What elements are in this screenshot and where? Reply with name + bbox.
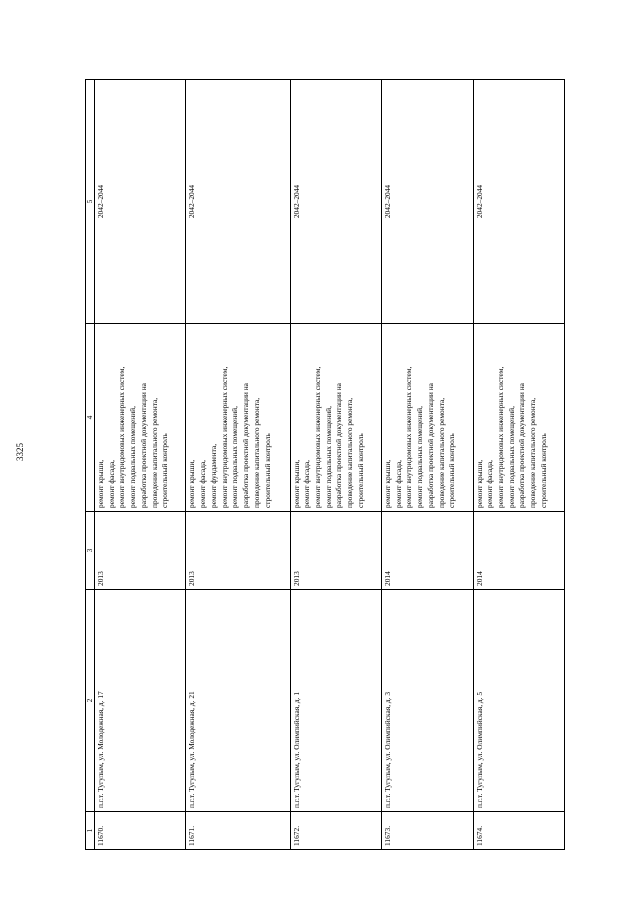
page-number: 3325	[15, 443, 25, 461]
work-item: ремонт фасада,	[302, 460, 312, 508]
work-item: ремонт подвальных помещений,	[506, 406, 516, 508]
work-item: ремонт подвальных помещений,	[230, 406, 240, 508]
col-header-4: 4	[86, 324, 95, 512]
work-item: ремонт фасада,	[198, 460, 208, 508]
row-year: 2014	[382, 512, 473, 590]
work-item: разработка проектной документации на	[334, 383, 344, 508]
table-row	[95, 80, 186, 850]
row-works	[382, 324, 473, 512]
row-number: 11672.	[290, 812, 381, 850]
work-item: ремонт подвальных помещений,	[128, 406, 138, 508]
work-item: проведение капитального ремонта,	[528, 397, 538, 508]
table-row	[382, 80, 473, 850]
header-row	[86, 80, 95, 850]
work-item: строительный контроль	[160, 433, 170, 508]
row-address: п.г.т. Тугулым, ул. Молодежная, д. 21	[186, 590, 290, 812]
work-item: ремонт фасада,	[393, 460, 403, 508]
work-item: проведение капитального ремонта,	[149, 397, 159, 508]
work-item: разработка проектной документации на	[425, 383, 435, 508]
row-period: 2042–2044	[95, 80, 186, 324]
table-row	[186, 80, 290, 850]
row-period: 2042–2044	[382, 80, 473, 324]
col-header-2: 2	[86, 590, 95, 812]
work-item: ремонт внутридомовых инженерных систем,	[495, 366, 505, 508]
work-item: ремонт крыши,	[291, 459, 301, 508]
col-header-1: 1	[86, 812, 95, 850]
work-item: строительный контроль	[262, 433, 272, 508]
work-item: разработка проектной документации на	[241, 383, 251, 508]
work-item: ремонт крыши,	[187, 459, 197, 508]
row-number: 11674.	[473, 812, 565, 850]
col-header-5: 5	[86, 80, 95, 324]
row-address: п.г.т. Тугулым, ул. Олимпийская, д. 5	[473, 590, 565, 812]
work-item: ремонт внутридомовых инженерных систем,	[404, 366, 414, 508]
work-item: проведение капитального ремонта,	[251, 397, 261, 508]
work-item: ремонт внутридомовых инженерных систем,	[117, 366, 127, 508]
col-header-3: 3	[86, 512, 95, 590]
work-item: ремонт крыши,	[383, 459, 393, 508]
row-year: 2014	[473, 512, 565, 590]
work-item: строительный контроль	[538, 433, 548, 508]
work-item: ремонт крыши,	[474, 459, 484, 508]
row-works	[290, 324, 381, 512]
row-year: 2013	[95, 512, 186, 590]
work-item: строительный контроль	[447, 433, 457, 508]
work-item: ремонт крыши,	[96, 459, 105, 508]
table-container	[85, 80, 565, 850]
row-number: 11670.	[95, 812, 186, 850]
row-number: 11671.	[186, 812, 290, 850]
work-item: ремонт фундамента,	[208, 443, 218, 508]
work-item: ремонт подвальных помещений,	[323, 406, 333, 508]
row-period: 2042–2044	[186, 80, 290, 324]
row-address: п.г.т. Тугулым, ул. Олимпийская, д. 3	[382, 590, 473, 812]
row-year: 2013	[186, 512, 290, 590]
work-item: разработка проектной документации на	[138, 383, 148, 508]
row-works	[186, 324, 290, 512]
capital-repair-table	[85, 79, 565, 850]
work-item: ремонт фасада,	[485, 460, 495, 508]
row-address: п.г.т. Тугулым, ул. Олимпийская, д. 1	[290, 590, 381, 812]
work-item: ремонт внутридомовых инженерных систем,	[219, 366, 229, 508]
work-item: проведение капитального ремонта,	[345, 397, 355, 508]
row-year: 2013	[290, 512, 381, 590]
row-works	[95, 324, 186, 512]
work-item: ремонт подвальных помещений,	[415, 406, 425, 508]
table-row	[473, 80, 565, 850]
row-number: 11673.	[382, 812, 473, 850]
work-item: ремонт фасада,	[106, 460, 116, 508]
work-item: ремонт внутридомовых инженерных систем,	[313, 366, 322, 508]
row-period: 2042–2044	[473, 80, 565, 324]
row-address: п.г.т. Тугулым, ул. Молодежная, д. 17	[95, 590, 186, 812]
work-item: разработка проектной документации на	[517, 383, 527, 508]
row-works	[473, 324, 565, 512]
table-row	[290, 80, 381, 850]
row-period: 2042–2044	[290, 80, 381, 324]
work-item: строительный контроль	[355, 433, 365, 508]
work-item: проведение капитального ремонта,	[436, 397, 446, 508]
